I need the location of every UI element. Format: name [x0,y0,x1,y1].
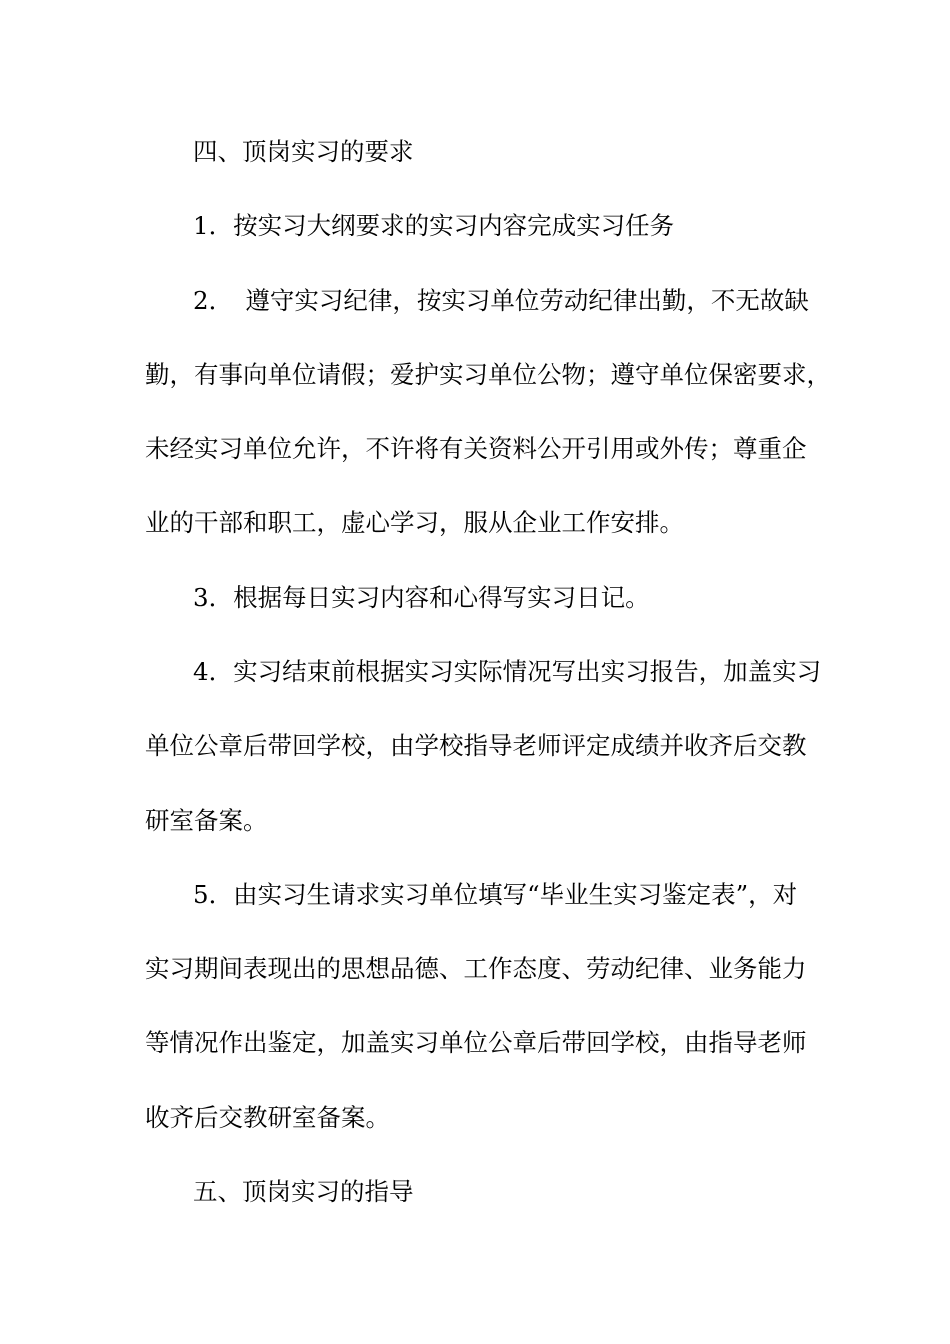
section-heading: 五、顶岗实习的指导 [193,1177,414,1206]
paragraph-line: 勤，有事向单位请假；爱护实习单位公物；遵守单位保密要求， [145,360,831,389]
paragraph-line: 4．实习结束前根据实习实际情况写出实习报告，加盖实习 [193,657,822,686]
paragraph-line: 1．按实习大纲要求的实习内容完成实习任务 [193,211,675,240]
paragraph-line: 等情况作出鉴定，加盖实习单位公章后带回学校，由指导老师 [145,1028,807,1057]
paragraph-line: 单位公章后带回学校，由学校指导老师评定成绩并收齐后交教 [145,731,807,760]
paragraph-line: 2． 遵守实习纪律，按实习单位劳动纪律出勤，不无故缺 [193,286,809,315]
section-heading: 四、顶岗实习的要求 [193,137,414,166]
paragraph-line: 未经实习单位允许，不许将有关资料公开引用或外传；尊重企 [145,434,807,463]
paragraph-line: 业的干部和职工，虚心学习，服从企业工作安排。 [145,508,684,537]
paragraph-line: 研室备案。 [145,806,268,835]
paragraph-line: 3．根据每日实习内容和心得写实习日记。 [193,583,650,612]
paragraph-line: 5．由实习生请求实习单位填写“毕业生实习鉴定表”，对 [193,880,798,909]
paragraph-line: 收齐后交教研室备案。 [145,1103,390,1132]
paragraph-line: 实习期间表现出的思想品德、工作态度、劳动纪律、业务能力 [145,954,807,983]
